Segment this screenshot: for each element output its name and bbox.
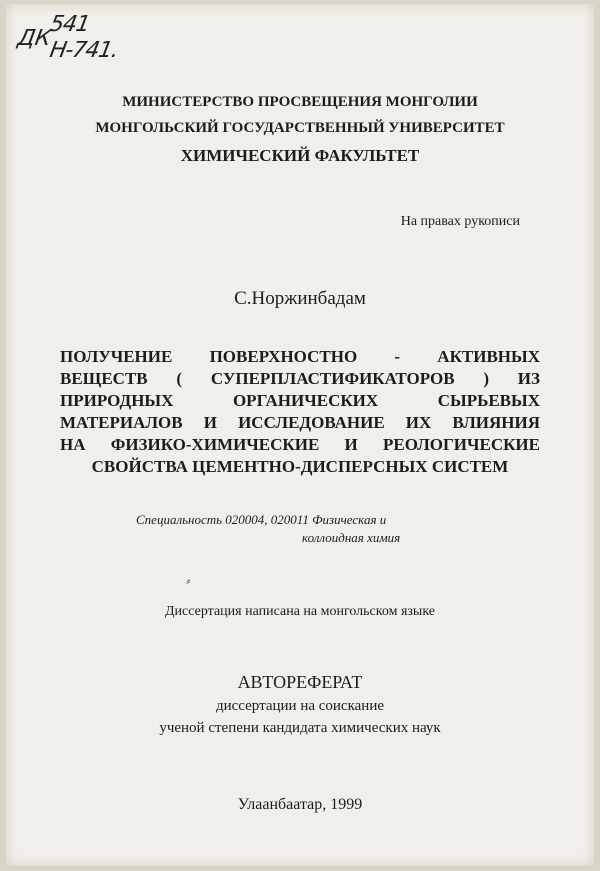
title-line: ВЕЩЕСТВ ( СУПЕРПЛАСТИФИКАТОРОВ ) ИЗ xyxy=(60,369,540,388)
dissertation-title xyxy=(60,346,540,478)
title-line: ПРИРОДНЫХ ОРГАНИЧЕСКИХ СЫРЬЕВЫХ xyxy=(60,391,540,410)
ink-mark: ⸗ xyxy=(186,574,191,589)
place-year: Улаанбаатар, 1999 xyxy=(237,796,363,813)
handwritten-code: ДК xyxy=(15,26,54,51)
title-line: СВОЙСТВА ЦЕМЕНТНО-ДИСПЕРСНЫХ СИСТЕМ xyxy=(91,457,509,476)
handwritten-shelfmark: Н-741. xyxy=(47,38,120,63)
language-note: Диссертация написана на монгольском языке xyxy=(165,604,435,619)
abstract-line1: диссертации на соискание xyxy=(215,698,385,714)
faculty-heading: ХИМИЧЕСКИЙ ФАКУЛЬТЕТ xyxy=(180,146,420,165)
abstract-line2: ученой степени кандидата химических наук xyxy=(159,720,441,736)
university-heading: МОНГОЛЬСКИЙ ГОСУДАРСТВЕННЫЙ УНИВЕРСИТЕТ xyxy=(95,120,505,136)
title-line: ПОЛУЧЕНИЕ ПОВЕРХНОСТНО - АКТИВНЫХ xyxy=(60,347,540,366)
specialty-line1: Специальность 020004, 020011 Физическая и xyxy=(136,512,387,527)
specialty-line2: коллоидная химия xyxy=(302,530,401,545)
manuscript-note: На правах рукописи xyxy=(400,214,520,229)
author-name: С.Норжинбадам xyxy=(234,288,366,309)
ministry-heading: МИНИСТЕРСТВО ПРОСВЕЩЕНИЯ МОНГОЛИИ xyxy=(122,94,478,110)
handwritten-number: 541 xyxy=(47,12,92,37)
title-line: МАТЕРИАЛОВ И ИССЛЕДОВАНИЕ ИХ ВЛИЯНИЯ xyxy=(60,413,540,432)
abstract-title: АВТОРЕФЕРАТ xyxy=(237,672,363,692)
title-line: НА ФИЗИКО-ХИМИЧЕСКИЕ И РЕОЛОГИЧЕСКИЕ xyxy=(60,435,540,454)
